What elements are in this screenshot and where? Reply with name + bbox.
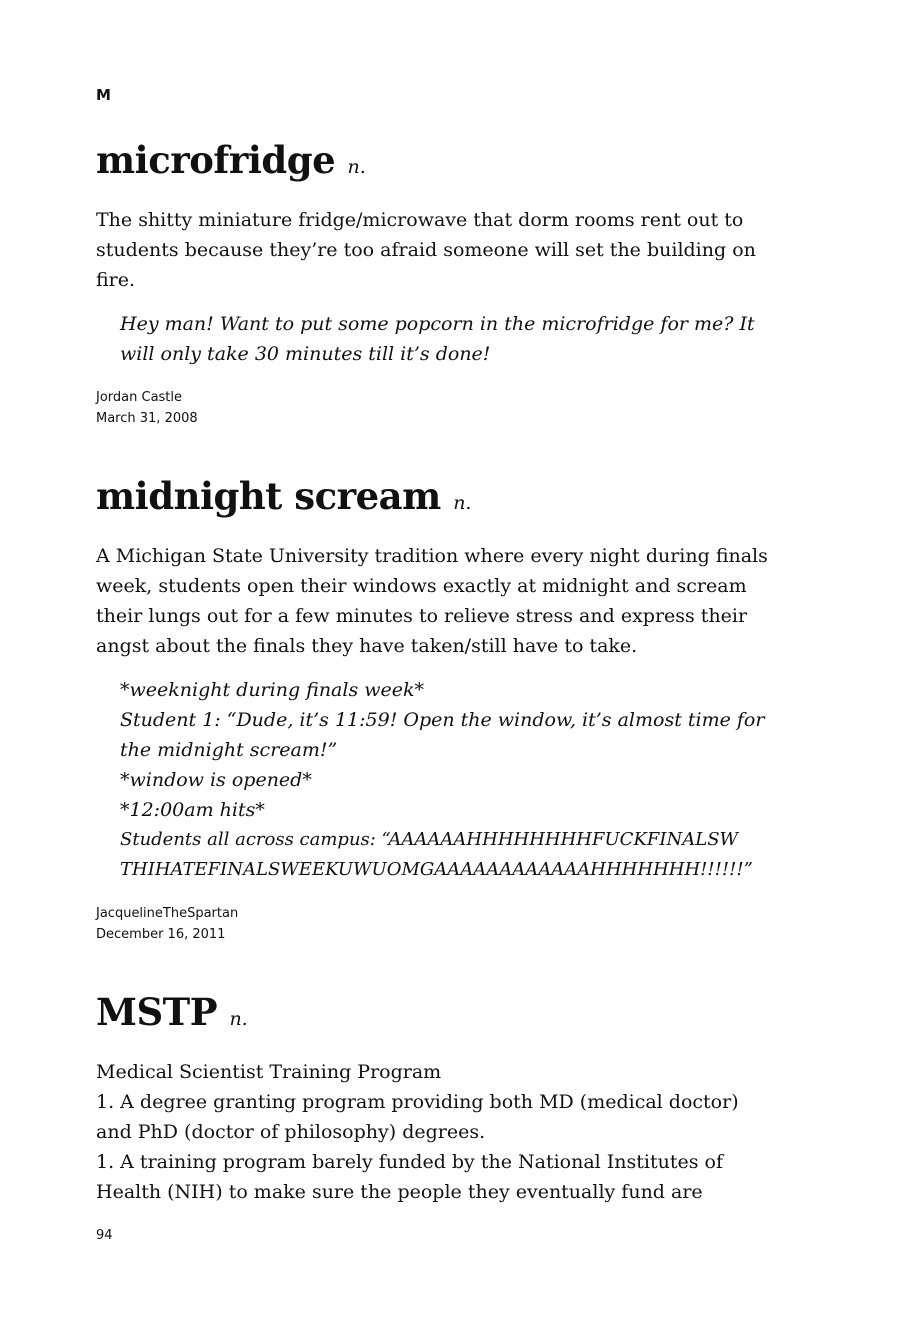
- headword-text: microfridge: [96, 138, 336, 182]
- section-letter: M: [96, 86, 111, 104]
- headword-text: MSTP: [96, 990, 218, 1034]
- definition-paragraph: Medical Scientist Training Program: [96, 1061, 442, 1083]
- example-line: Students all across campus: “AAAAAAHHHHHHHHFUCKFINALSW: [120, 829, 739, 850]
- entry-midnight-scream: [96, 474, 776, 945]
- definition-paragraph: The shitty miniature fridge/microwave that dorm rooms rent out to students because they’re too afraid someone will set the building on fire.: [96, 209, 756, 291]
- definition-paragraph: 1. A degree granting program providing both MD (medical doctor) and PhD (doctor of philosophy) degrees.: [96, 1091, 739, 1143]
- example-line: Hey man! Want to put some popcorn in the microfridge for me? It will only take 30 minutes till it’s done!: [120, 313, 755, 365]
- entry-example: [120, 309, 780, 369]
- example-line: *window is opened*: [120, 769, 312, 791]
- example-line: *weeknight during finals week*: [120, 679, 425, 701]
- entry-meta: [96, 903, 776, 945]
- part-of-speech: n.: [229, 1008, 248, 1030]
- entry-meta: [96, 387, 776, 429]
- entry-mstp: [96, 990, 776, 1207]
- headword-text: midnight scream: [96, 474, 441, 518]
- entry-author: Jordan Castle: [96, 390, 183, 405]
- entry-microfridge: [96, 138, 776, 429]
- part-of-speech: n.: [347, 156, 366, 178]
- entry-headword: [96, 138, 776, 189]
- example-line: THIHATEFINALSWEEKUWUOMGAAAAAAAAAAAAHHHHHHH!!!!!!”: [120, 859, 753, 880]
- example-line: *12:00am hits*: [120, 799, 265, 821]
- entry-headword: [96, 474, 776, 525]
- entry-definition: [96, 1057, 776, 1207]
- entry-example: [120, 675, 780, 885]
- page-number: 94: [96, 1228, 113, 1243]
- entry-definition: [96, 541, 776, 661]
- definition-paragraph: A Michigan State University tradition where every night during finals week, students open their windows exactly at midnight and scream their lungs out for a few minutes to relieve stress and express their angst about the finals they have taken/still have to take.: [96, 545, 768, 657]
- part-of-speech: n.: [453, 492, 472, 514]
- entry-headword: [96, 990, 776, 1041]
- entry-definition: [96, 205, 776, 295]
- entry-date: March 31, 2008: [96, 411, 198, 426]
- entry-date: December 16, 2011: [96, 927, 226, 942]
- example-line: Student 1: “Dude, it’s 11:59! Open the window, it’s almost time for the midnight scream!”: [120, 709, 765, 761]
- definition-paragraph: 1. A training program barely funded by the National Institutes of Health (NIH) to make sure the people they eventually fund are: [96, 1151, 723, 1203]
- entry-author: JacquelineTheSpartan: [96, 906, 239, 921]
